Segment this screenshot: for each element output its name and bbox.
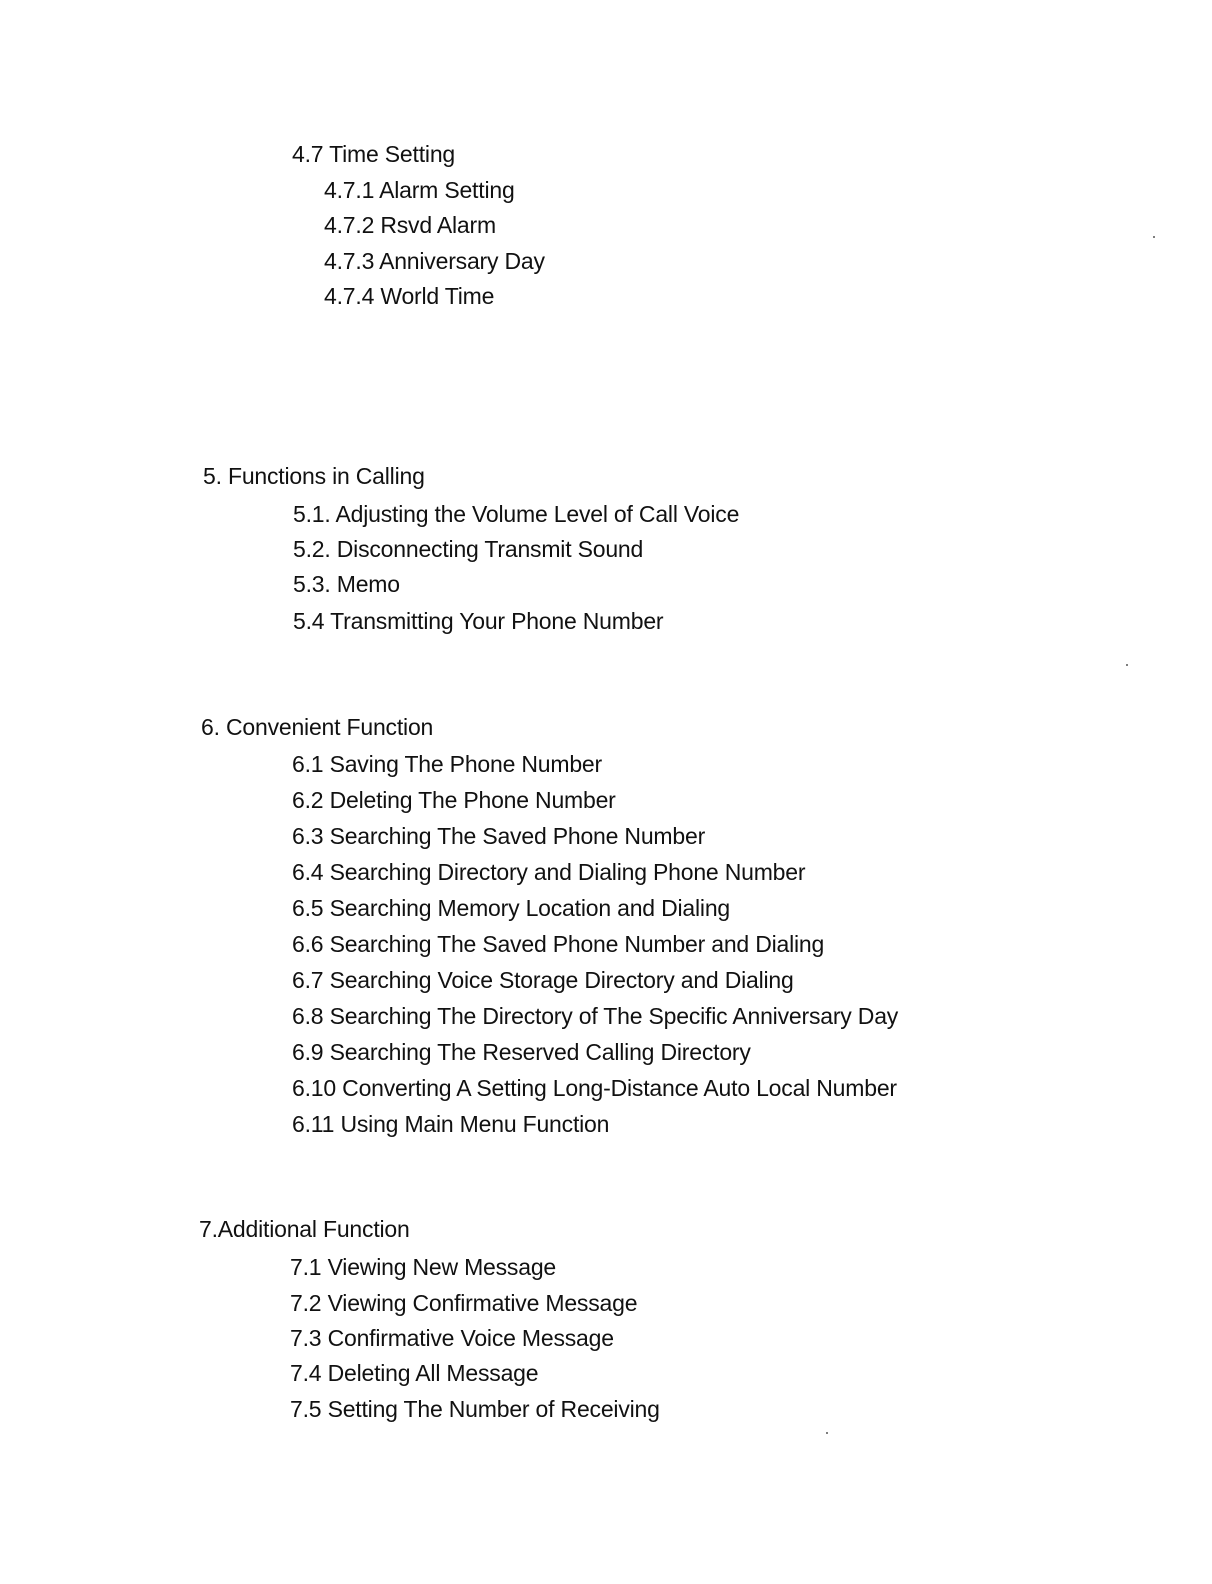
toc-item: 4.7.1 Alarm Setting (324, 177, 515, 203)
toc-item: 5.4 Transmitting Your Phone Number (293, 608, 664, 634)
toc-item: 7.4 Deleting All Message (290, 1360, 539, 1386)
section-heading-5: 5. Functions in Calling (203, 463, 425, 489)
toc-item: 6.1 Saving The Phone Number (292, 751, 602, 777)
toc-item: 5.1. Adjusting the Volume Level of Call Voice (293, 501, 740, 527)
toc-item: 7.1 Viewing New Message (290, 1254, 557, 1280)
toc-item: 6.6 Searching The Saved Phone Number and Dialing (292, 931, 825, 957)
toc-item: 7.5 Setting The Number of Receiving (290, 1396, 660, 1422)
toc-item: 4.7.3 Anniversary Day (324, 248, 545, 274)
toc-item: 7.2 Viewing Confirmative Message (290, 1290, 638, 1316)
toc-item: 6.11 Using Main Menu Function (292, 1111, 610, 1137)
scan-speck (1126, 664, 1128, 666)
section-heading-6: 6. Convenient Function (201, 714, 434, 740)
toc-item: 6.2 Deleting The Phone Number (292, 787, 616, 813)
toc-item: 5.3. Memo (293, 571, 400, 597)
toc-item: 4.7.4 World Time (324, 283, 495, 309)
toc-item: 7.3 Confirmative Voice Message (290, 1325, 614, 1351)
section-heading-4-7: 4.7 Time Setting (292, 141, 455, 167)
scan-speck (1153, 236, 1155, 238)
section-heading-7: 7.Additional Function (199, 1216, 410, 1242)
toc-item: 4.7.2 Rsvd Alarm (324, 212, 496, 238)
scan-speck (826, 1432, 828, 1434)
toc-item: 6.7 Searching Voice Storage Directory and Dialing (292, 967, 794, 993)
toc-item: 5.2. Disconnecting Transmit Sound (293, 536, 644, 562)
toc-item: 6.3 Searching The Saved Phone Number (292, 823, 706, 849)
toc-item: 6.5 Searching Memory Location and Dialing (292, 895, 730, 921)
toc-item: 6.4 Searching Directory and Dialing Phone Number (292, 859, 806, 885)
toc-item: 6.8 Searching The Directory of The Specific Anniversary Day (292, 1003, 899, 1029)
toc-item: 6.9 Searching The Reserved Calling Directory (292, 1039, 751, 1065)
toc-item: 6.10 Converting A Setting Long-Distance Auto Local Number (292, 1075, 897, 1101)
